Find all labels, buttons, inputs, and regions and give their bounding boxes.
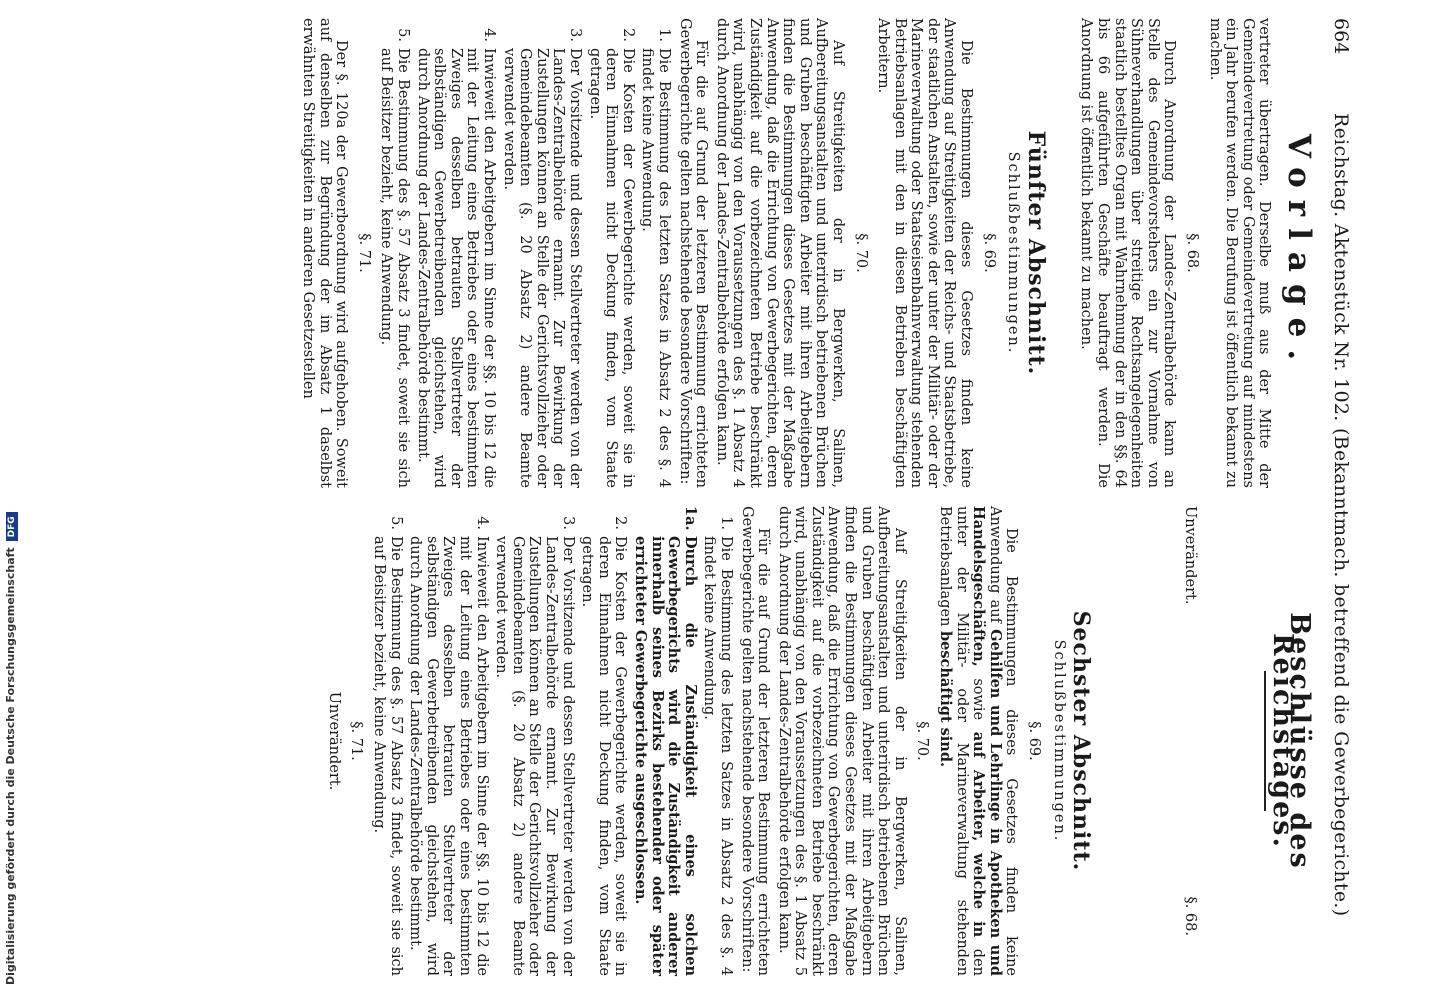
paragraph: Auf Streitigkeiten der in Bergwerken, Salinen, Aufbereitungsanstalten und unterirdisch betriebenen Brüchen und Gruben beschäftigten Arbeiter mit ihren Arbeitgebern finden die Bestimmungen dieses Gesetzes mit der Maßgabe Anwendung, daß die Errichtung von Gewerbegerichten, deren Zuständigkeit auf die vorbezeichneten Betriebe beschränkt wird, unabhängig von den Voraussetzungen des §. 1 Absatz 5 durch Anordnung der Landes-Zentralbehörde erfolgen kann. xyxy=(775,506,908,976)
unchanged-note: Unverändert. xyxy=(1181,506,1198,605)
part-heading: Sechster Abschnitt. xyxy=(1068,610,1095,872)
list-item xyxy=(579,506,629,976)
part-subheading: Schlußbestimmungen. xyxy=(1050,639,1067,843)
list-number: 5. xyxy=(395,28,412,42)
list-number: 1. xyxy=(656,28,672,42)
list-text: Die Bestimmung des §. 57 Absatz 3 findet, soweit sie sich auf Beisitzer bezieht, keine Anwendung. xyxy=(378,48,412,488)
column-heading-beschluesse: Beschlüsse des Reichstages. xyxy=(1267,612,1315,870)
paragraph: vertreter übertragen. Derselbe muß aus der Mitte der Gemeindevertretung oder Gemeindevertretung auf mindestens ein Jahr berufen werden. Die Berufung ist öffentlich bekannt zu machen. xyxy=(1206,18,1273,488)
text-run: den unter der Militär- oder Marineverwaltung stehenden Betriebsanlagen xyxy=(937,506,987,976)
text-run-bold: auf Arbeiter, welche in xyxy=(970,731,988,938)
column-heading-vorlage: Vorlage. xyxy=(1281,133,1317,373)
list-item xyxy=(586,18,636,488)
list-number: 4. xyxy=(481,28,498,42)
text-run-bold: beschäftigt sind. xyxy=(937,631,955,768)
unchanged-note: Unverändert. xyxy=(325,691,342,791)
list-text: Der Vorsitzende und dessen Stellvertreter werden von der Landes-Zentralbehörde ernannt. Zur Bewirkung der Zustellungen können an Stelle der Gerichtsvollzieher oder Gemeindebeamten (§. 20 Absatz 2) andere Beamte verwendet werden. xyxy=(500,48,584,488)
list-item xyxy=(701,506,734,976)
running-header xyxy=(1312,18,1352,978)
list-text: Die Bestimmung des letzten Satzes in Absatz 2 des §. 4 findet keine Anwendung. xyxy=(701,536,734,976)
list-item xyxy=(370,506,403,976)
list-item xyxy=(500,18,583,488)
paragraph: Der §. 120a der Gewerbeordnung wird aufgehoben. Soweit auf denselben zur Begründung der im Absatz 1 daselbst erwähnten Streitigkeiten in anderen Gesetzestellen xyxy=(300,18,350,488)
section-title: §. 71. xyxy=(355,233,372,273)
list-text: Die Bestimmung des letzten Satzes in Absatz 2 des §. 4 findet keine Anwendung. xyxy=(639,48,672,488)
dfg-logo: DFG xyxy=(6,512,18,541)
section-title: §. 70. xyxy=(914,721,931,761)
list-text: Die Kosten der Gewerbegerichte werden, soweit sie in deren Einnahmen nicht Deckung finden, vom Staate getragen. xyxy=(579,536,629,976)
page-body xyxy=(22,18,1422,978)
list-item-inserted xyxy=(631,506,697,976)
text-run-bold: Gehilfen und Lehrlinge in Apotheken und Handelsgeschäften, xyxy=(970,506,1004,976)
list-number: 2. xyxy=(612,516,629,530)
paragraph xyxy=(936,506,1019,976)
column-vorlage xyxy=(296,18,1317,488)
list-item xyxy=(639,18,672,488)
digitization-credit xyxy=(4,0,18,985)
paragraph: Durch Anordnung der Landes-Zentralbehörde kann an Stelle des Gemeindevorstehers ein zur Vornahme von Sühneverhandlungen über streitige Rechtsangelegenheiten staatlich bestelltes Organ mit Wahrnehmung der in den §§. 64 bis 66 aufgeführten Geschäfte beauftragt werden. Die Anordnung ist öffentlich bekannt zu machen. xyxy=(1078,18,1178,488)
list-number: 4. xyxy=(473,516,490,530)
heading-rule xyxy=(1264,671,1266,811)
list-text: Durch die Zuständigkeit eines solchen Gewerbegerichts wird die Zuständigkeit anderer innerhalb seines Bezirks bestehender oder später errichteter Gewerbegerichte ausgeschlossen. xyxy=(631,536,699,976)
credit-text: Digitalisierung gefördert durch die Deutsche Forschungsgemeinschaft xyxy=(4,547,17,985)
paragraph: Die Bestimmungen dieses Gesetzes finden keine Anwendung auf Streitigkeiten der Reichs- und Staatsbetriebe, der staatlichen Anstalten, sowie der unter der Militär- oder der Marineverwaltung oder Staatseisenbahnverwaltung stehenden Betriebsanlagen mit den in diesen Betrieben beschäftigten Arbeitern. xyxy=(875,18,975,488)
list-text: Die Bestimmung des §. 57 Absatz 3 findet, soweit sie sich auf Beisitzer bezieht, keine Anwendung. xyxy=(371,536,404,976)
list-item xyxy=(378,18,411,488)
part-subheading: Schlußbestimmungen. xyxy=(1005,151,1022,355)
section-title: §. 71. xyxy=(348,721,365,761)
list-number: 3. xyxy=(559,516,576,530)
list-text: Die Kosten der Gewerbegerichte werden, soweit sie in deren Einnahmen nicht Deckung finden, vom Staate getragen. xyxy=(586,48,636,488)
column-beschluesse xyxy=(319,506,1315,976)
page-number: 664 xyxy=(1330,18,1352,55)
section-title: §. 69. xyxy=(1026,721,1043,761)
paragraph: Für die auf Grund der letzteren Bestimmung errichteten Gewerbegerichte gelten nachstehende besondere Vorschriften: xyxy=(676,18,710,488)
list-number: 1a. xyxy=(681,506,699,531)
spacer xyxy=(1198,506,1250,976)
list-text: Der Vorsitzende und dessen Stellvertreter werden von der Landes-Zentralbehörde ernannt. Zur Bewirkung der Zustellungen können an Stelle der Gerichtsvollzieher oder Gemeindebeamten (§. 20 Absatz 2) andere Beamte verwendet werden. xyxy=(493,536,576,976)
running-title: Reichstag. Aktenstück Nr. 102. (Bekanntmach. betreffend die Gewerbegerichte.) xyxy=(1330,113,1352,917)
list-number: 3. xyxy=(567,28,584,42)
list-item xyxy=(407,506,490,976)
paragraph: Auf Streitigkeiten der in Bergwerken, Salinen, Aufbereitungsanstalten und unterirdisch betriebenen Brüchen und Gruben beschäftigten Arbeiter mit ihren Arbeitgebern finden die Bestimmungen dieses Gesetzes mit der Maßgabe Anwendung, daß die Errichtung von Gewerbegerichten, deren Zuständigkeit auf die vorbezeichneten Betriebe beschränkt wird, unabhängig von den Voraussetzungen des §. 1 Absatz 4 durch Anordnung der Landes-Zentralbehörde erfolgen kann. xyxy=(713,18,846,488)
list-text: Inwieweit den Arbeitgebern im Sinne der §§. 10 bis 12 die mit der Leitung eines Betriebes oder eines bestimmten Zweiges desselben betrauten Stellvertreter der selbständigen Gewerbetreibenden gleichstehen, wird durch Anordnung der Landes-Zentralbehörde bestimmt. xyxy=(414,48,498,488)
list-text: Inwieweit den Arbeitgebern im Sinne der §§. 10 bis 12 die mit der Leitung eines Betriebes oder eines bestimmten Zweiges desselben betrauten Stellvertreter der selbständigen Gewerbetreibenden gleichstehen, wird durch Anordnung der Landes-Zentralbehörde bestimmt. xyxy=(407,536,490,976)
list-number: 2. xyxy=(619,28,636,42)
section-title: §. 68. xyxy=(1181,896,1198,936)
part-heading: Fünfter Abschnitt. xyxy=(1022,130,1049,376)
list-item xyxy=(414,18,497,488)
list-number: 5. xyxy=(387,516,404,530)
section-title: §. 70. xyxy=(852,233,869,273)
text-run: Die Bestimmungen dieses Gesetzes finden keine Anwendung auf xyxy=(986,506,1020,976)
list-number: 1. xyxy=(717,516,734,530)
unchanged-row xyxy=(1181,506,1198,976)
text-run: sowie xyxy=(970,666,987,732)
section-title: §. 69. xyxy=(980,233,997,273)
section-title: §. 68. xyxy=(1184,233,1201,273)
paragraph: Für die auf Grund der letzteren Bestimmung errichteten Gewerbegerichte gelten nachstehende besondere Vorschriften: xyxy=(738,506,772,976)
list-item xyxy=(493,506,576,976)
